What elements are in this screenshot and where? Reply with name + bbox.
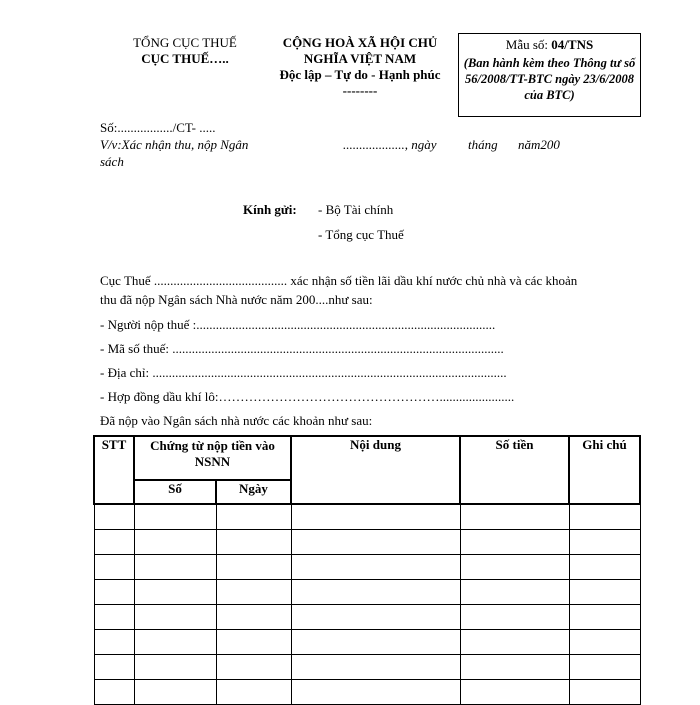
table-row <box>94 654 640 679</box>
table-cell <box>569 679 640 704</box>
table-row <box>94 554 640 579</box>
table-cell <box>291 579 460 604</box>
table-cell <box>291 529 460 554</box>
document-number: Số:................./CT- ..... <box>100 120 216 135</box>
table-cell <box>134 554 216 579</box>
table-cell <box>460 554 569 579</box>
table-cell <box>460 629 569 654</box>
table-row <box>94 604 640 629</box>
table-cell <box>94 529 134 554</box>
confirmation-paragraph-line1: Cục Thuế ......................................... xác nhận số tiền lãi dầu khí nước chủ nhà và các khoản <box>100 273 578 288</box>
table-cell <box>569 654 640 679</box>
country-line2: NGHĨA VIỆT NAM <box>303 51 417 66</box>
header-number: Số <box>134 480 216 504</box>
table-cell <box>291 604 460 629</box>
table-cell <box>460 604 569 629</box>
header-voucher: Chứng từ nộp tiền vào NSNN <box>134 436 291 480</box>
table-cell <box>94 604 134 629</box>
table-row <box>94 679 640 704</box>
table-cell <box>569 554 640 579</box>
table-row <box>94 504 640 529</box>
table-cell <box>569 629 640 654</box>
header-content: Nội dung <box>291 436 460 504</box>
table-cell <box>569 529 640 554</box>
table-cell <box>94 504 134 529</box>
motto-divider: -------- <box>342 83 378 98</box>
table-cell <box>216 679 291 704</box>
table-row <box>94 629 640 654</box>
field-taxpayer: - Người nộp thuế :............................................................................................ <box>100 317 496 332</box>
table-cell <box>134 654 216 679</box>
table-cell <box>460 679 569 704</box>
table-cell <box>94 579 134 604</box>
confirmation-paragraph-line2: thu đã nộp Ngân sách Nhà nước năm 200....như sau: <box>100 292 373 307</box>
table-cell <box>134 679 216 704</box>
date-day: ..................., ngày <box>343 137 437 152</box>
subject-line2: sách <box>100 154 124 169</box>
table-cell <box>291 654 460 679</box>
table-cell <box>460 529 569 554</box>
header-date: Ngày <box>216 480 291 504</box>
agency-line1: TỔNG CỤC THUẾ <box>133 35 237 50</box>
table-cell <box>134 604 216 629</box>
table-cell <box>216 554 291 579</box>
form-label: Mẫu số: <box>505 37 552 52</box>
table-cell <box>216 579 291 604</box>
table-cell <box>134 504 216 529</box>
table-cell <box>216 654 291 679</box>
table-cell <box>134 529 216 554</box>
table-cell <box>291 554 460 579</box>
date-year: năm200 <box>518 137 560 152</box>
table-cell <box>216 604 291 629</box>
header-amount: Số tiền <box>460 436 569 504</box>
table-cell <box>569 604 640 629</box>
table-row <box>94 579 640 604</box>
form-note: (Ban hành kèm theo Thông tư số 56/2008/TT-BTC ngày 23/6/2008 của BTC) <box>463 56 636 102</box>
field-contract: - Hợp đồng dầu khí lô:……………………………………………....................... <box>100 389 515 404</box>
country-line1: CỘNG HOÀ XÃ HỘI CHỦ <box>282 35 438 50</box>
date-month: tháng <box>468 137 498 152</box>
table-cell <box>460 654 569 679</box>
agency-line2: CỤC THUẾ….. <box>141 51 229 66</box>
header-stt: STT <box>94 436 134 504</box>
header-note: Ghi chú <box>569 436 640 504</box>
field-address: - Địa chỉ: ............................................................................................................. <box>100 365 507 380</box>
motto: Độc lập – Tự do - Hạnh phúc <box>279 67 441 82</box>
recipient-tax-dept: - Tổng cục Thuế <box>318 227 404 242</box>
country-header <box>265 35 455 99</box>
table-cell <box>569 579 640 604</box>
table-cell <box>291 679 460 704</box>
table-cell <box>216 629 291 654</box>
table-cell <box>94 654 134 679</box>
table-cell <box>216 504 291 529</box>
table-cell <box>94 629 134 654</box>
form-number: 04/TNS <box>551 37 594 52</box>
table-cell <box>569 504 640 529</box>
agency-name <box>110 35 260 67</box>
subject-line1: V/v:Xác nhận thu, nộp Ngân <box>100 137 249 152</box>
table-row <box>94 529 640 554</box>
table-cell <box>94 554 134 579</box>
table-cell <box>460 504 569 529</box>
table-cell <box>460 579 569 604</box>
table-cell <box>94 679 134 704</box>
table-cell <box>291 504 460 529</box>
form-number-box <box>458 33 641 117</box>
table-intro: Đã nộp vào Ngân sách nhà nước các khoản như sau: <box>100 413 373 428</box>
field-tax-code: - Mã số thuế: ...................................................................................................... <box>100 341 504 356</box>
table-cell <box>291 629 460 654</box>
recipient-ministry: - Bộ Tài chính <box>318 202 394 217</box>
table-cell <box>134 579 216 604</box>
recipient-label: Kính gửi: <box>243 202 297 217</box>
table-cell <box>134 629 216 654</box>
table-cell <box>216 529 291 554</box>
payments-table <box>93 435 641 705</box>
